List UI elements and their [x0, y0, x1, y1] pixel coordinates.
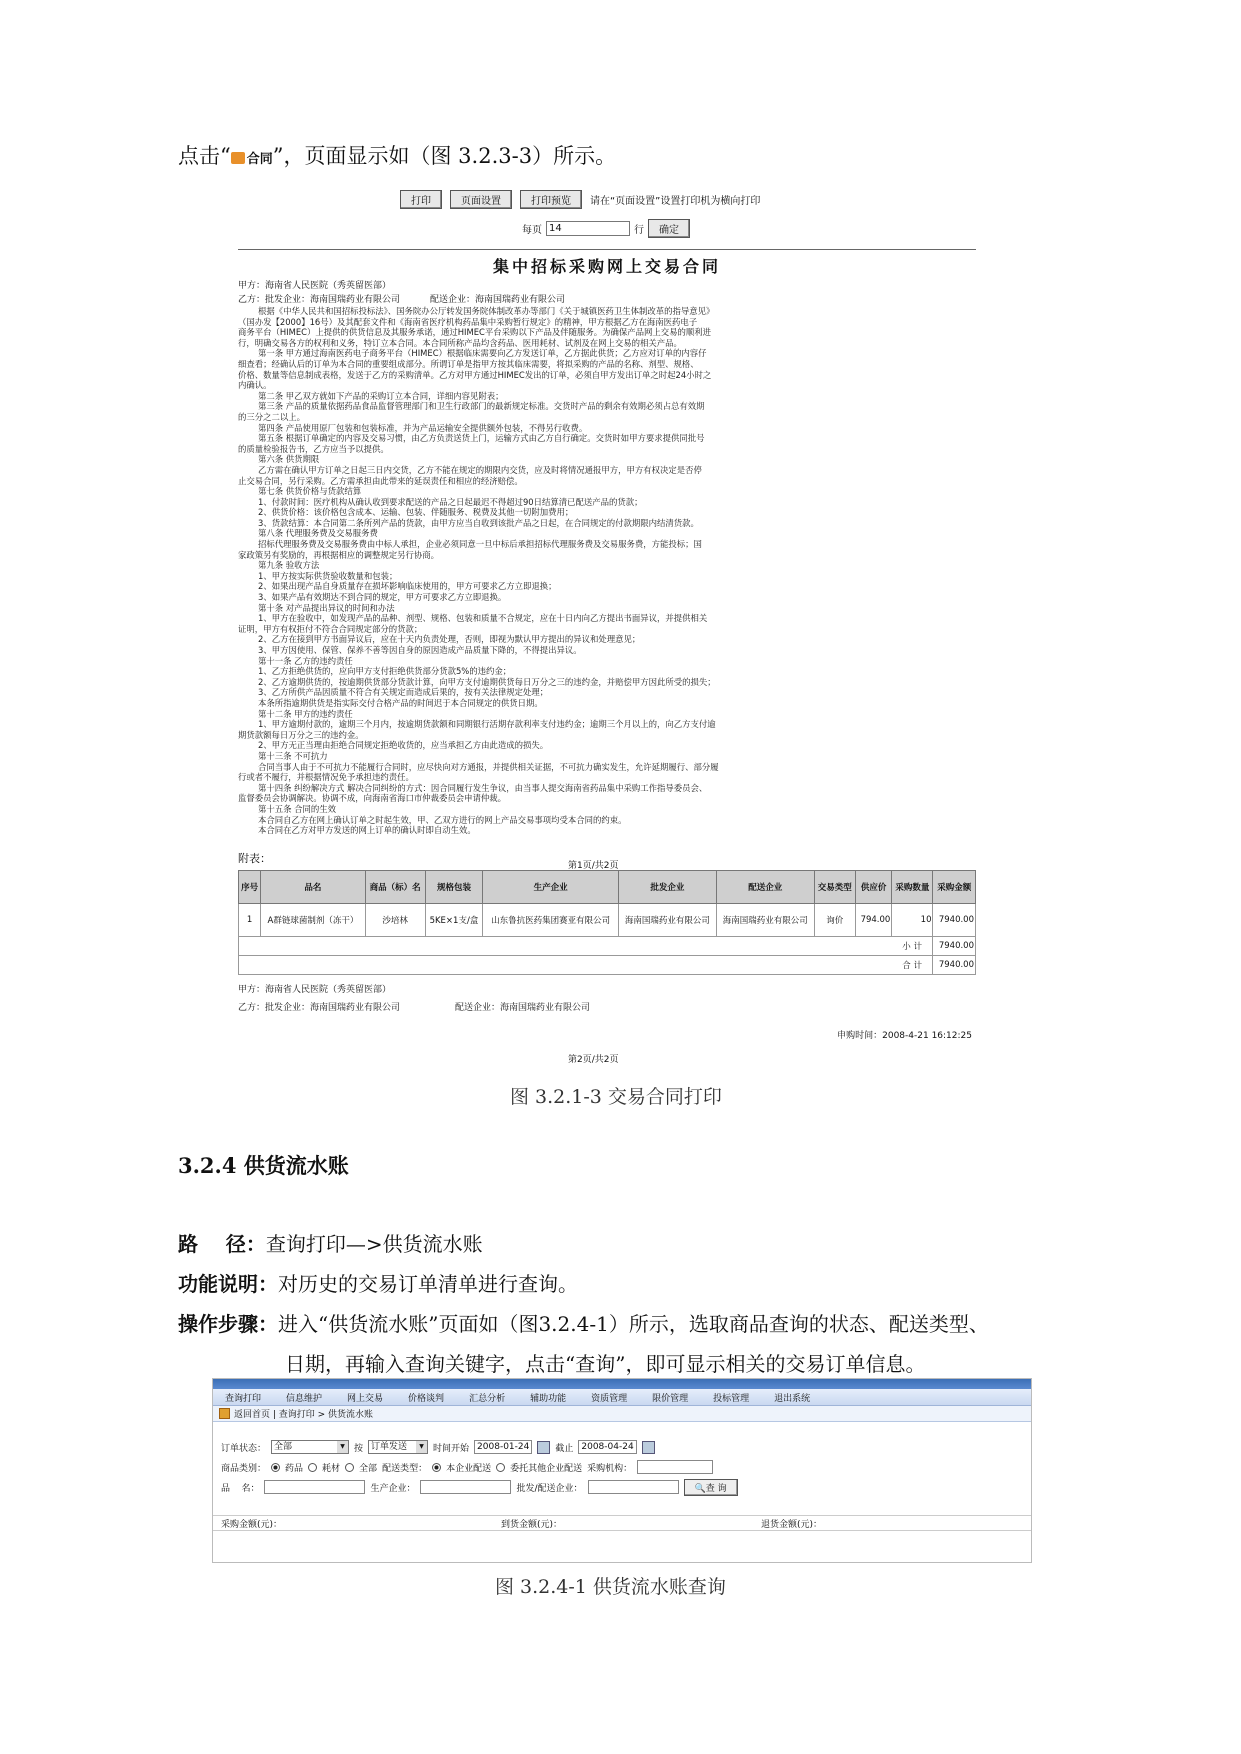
- contract-line: 本合同在乙方对甲方发送的网上订单的确认时即自动生效。: [258, 825, 476, 836]
- order-status-select[interactable]: 全部 ▼: [271, 1440, 349, 1454]
- contract-line: 1、甲方在验收中，如发现产品的品种、剂型、规格、包装和质量不合规定，应在十日内向乙方提出书面异议，并提供相关: [258, 613, 708, 624]
- menu-item[interactable]: 限价管理: [652, 1393, 689, 1404]
- page-number-1: 第1页/共2页: [568, 861, 619, 871]
- contract-line: 行，明确交易各方的权利和义务，特订立本合同。本合同所称产品均含药品、医用耗材、试剂及在网上交易的相关产品。: [238, 337, 682, 348]
- contract-screenshot: [238, 186, 976, 1076]
- contract-line: 3、甲方因使用、保管、保养不善等因自身的原因造成产品质量下降的，不得提出异议。: [258, 645, 582, 655]
- contract-line: 合同当事人由于不可抗力不能履行合同时，应尽快向对方通报，并提供相关证据，不可抗力确实发生，允许延期履行、部分履: [258, 761, 719, 772]
- contract-line: 第十四条 纠纷解决方式 解决合同纠纷的方式：因合同履行发生争议，由当事人提交海南省药品集中采购工作指导委员会、: [258, 782, 708, 793]
- contract-line: 3、乙方所供产品因质量不符合有关规定而造成后果的，按有关法律规定处理；: [258, 687, 549, 698]
- column-header: 序号: [239, 871, 261, 904]
- table-header-row: [239, 871, 976, 904]
- column-header: 配送企业: [716, 871, 814, 904]
- contract-line: 价格、数量等信息制成表格，发送于乙方的采购清单。乙方对甲方通过HIMEC发出的订单，必须自甲方发出订单之时起24小时之: [238, 369, 712, 380]
- contract-line: 2、乙方逾期供货的，按逾期供货部分货款计算，向甲方支付逾期供货每日万分之三的违约金，并赔偿甲方因此所受的损失；: [258, 676, 716, 687]
- column-header: 商品（标）名: [365, 871, 425, 904]
- contract-line: 乙方需在确认甲方订单之日起三日内交货，乙方不能在规定的期限内交货，应及时将情况通报甲方，甲方有权决定是否停: [258, 464, 702, 475]
- table-cell: 7940.00: [933, 904, 976, 937]
- table-cell: 询价: [814, 904, 855, 937]
- contract-line: 2、如果出现产品自身质量存在损坏影响临床使用的，甲方可要求乙方立即退换；: [258, 581, 557, 592]
- contract-line: 2、乙方在接到甲方书面异议后，应在十天内负责处理，否则，即视为默认甲方提出的异议和处理意见；: [258, 634, 641, 645]
- intro-line: 点击“ 合同”，页面显示如（图 3.2.3-3）所示。: [178, 144, 617, 168]
- column-header: 交易类型: [814, 871, 855, 904]
- purchase-amount: 采购金额(元)：: [221, 1519, 283, 1530]
- section-heading: 3.2.4 供货流水账: [178, 1153, 349, 1178]
- calendar-icon[interactable]: [537, 1441, 550, 1454]
- contract-line: 第八条 代理服务费及交易服务费: [258, 528, 378, 539]
- contract-line: 第九条 验收方法: [258, 560, 320, 571]
- table-cell: A群链球菌制剂（冻干）: [261, 904, 365, 937]
- wholesale-input[interactable]: [588, 1480, 679, 1494]
- purchase-time: 申购时间：2008-4-21 16:12:25: [837, 1031, 972, 1041]
- rows-input[interactable]: 14: [546, 221, 630, 236]
- menu-item[interactable]: 价格谈判: [408, 1393, 445, 1404]
- path-line: 路 径：查询打印—>供货流水账: [178, 1232, 483, 1256]
- query-form: 订单状态： 全部 ▼ 按 订单发送 ▼ 时间开始 2008-01-24 截止 2008-04-24 商品类别： 药品 耗材 全部 配送类型： 本企业配送 委托其他企业配送 采购机构： 品 名： 生产企业： 批发/配送企业： 🔍查 询: [221, 1437, 738, 1497]
- print-preview-button[interactable]: 打印预览: [520, 190, 582, 209]
- contract-line: 2、甲方无正当理由拒绝合同规定拒绝收货的，应当承担乙方由此造成的损失。: [258, 740, 549, 751]
- maker-input[interactable]: [420, 1480, 511, 1494]
- contract-line: （国办发【2000】16号）及其配套文件和《海南省医疗机构药品集中采购暂行规定》的精神，甲方根据乙方在海南医药电子: [238, 316, 698, 327]
- menu-item[interactable]: 信息维护: [286, 1393, 323, 1404]
- column-header: 采购金额: [933, 871, 976, 904]
- contract-line: 第一条 甲方通过海南医药电子商务平台（HIMEC）根据临床需要向乙方发送订单，乙方据此供货；乙方应对订单的内容仔: [258, 348, 707, 359]
- column-header: 采购数量: [892, 871, 933, 904]
- main-menu: [213, 1389, 1031, 1406]
- rows-per-page: 每页 14 行 确定: [522, 219, 690, 238]
- contract-line: 内确认。: [238, 380, 272, 391]
- column-header: 供应价: [855, 871, 891, 904]
- contract-line: 第六条 供货期限: [258, 454, 320, 465]
- contract-line: 监督委员会协调解决。协调不成，向海南省海口市仲裁委员会申请仲裁。: [238, 793, 506, 804]
- steps-line: 操作步骤：进入“供货流水账”页面如（图3.2.4-1）所示，选取商品查询的状态、配送类型、: [178, 1312, 989, 1336]
- figure-caption-2: 图 3.2.4-1 供货流水账查询: [495, 1576, 726, 1598]
- start-date-input[interactable]: 2008-01-24: [474, 1440, 532, 1454]
- table-cell: 海南国瑞药业有限公司: [716, 904, 814, 937]
- contract-line: 本条所指逾期供货是指实际交付合格产品的时间迟于本合同规定的供货日期。: [258, 697, 543, 708]
- contract-line: 第十三条 不可抗力: [258, 750, 328, 761]
- product-name-input[interactable]: [264, 1480, 365, 1494]
- contract-line: 第四条 产品使用原厂包装和包装标准，并为产品运输安全提供额外包装，不得另行收费。: [258, 422, 588, 433]
- contract-title: 集中招标采购网上交易合同: [492, 257, 721, 276]
- party-b-footer: 乙方：批发企业：海南国瑞药业有限公司 配送企业：海南国瑞药业有限公司: [238, 1003, 591, 1013]
- contract-line: 第二条 甲乙双方就如下产品的采购订立本合同，详细内容见附表；: [258, 390, 504, 401]
- contract-line: 行或者不履行，并根据情况免予承担违约责任。: [238, 772, 414, 783]
- table-cell: 沙培林: [365, 904, 425, 937]
- table-row: [239, 904, 976, 937]
- menu-item[interactable]: 投标管理: [713, 1393, 750, 1404]
- arrival-amount: 到货金额(元)：: [501, 1519, 563, 1530]
- figure-caption-1: 图 3.2.1-3 交易合同打印: [510, 1086, 722, 1108]
- contract-line: 细查看；经确认后的订单为本合同的重要组成部分。所谓订单是指甲方按其临床需要，将拟采购的产品的名称、剂型、规格、: [238, 358, 699, 369]
- table-cell: 1: [239, 904, 261, 937]
- radio-own-delivery[interactable]: [432, 1463, 441, 1472]
- contract-line: 本合同自乙方在网上确认订单之时起生效，甲、乙双方进行的网上产品交易事项均受本合同的约束。: [258, 814, 627, 825]
- items-table: [238, 870, 976, 975]
- total-row: 合 计 7940.00: [239, 956, 976, 975]
- table-cell: 5KE×1支/盒: [425, 904, 483, 937]
- table-cell: 10: [892, 904, 933, 937]
- contract-line: 2、供货价格：该价格包含成本、运输、包装、伴随服务、税费及其他一切附加费用；: [258, 507, 574, 518]
- party-a-footer: 甲方：海南省人民医院（秀英留医部）: [238, 985, 392, 995]
- contract-line: 第十二条 甲方的违约责任: [258, 708, 353, 719]
- menu-item[interactable]: 辅助功能: [530, 1393, 567, 1404]
- contract-line: 家政策另有奖励的，再根据相应的调整规定另行协商。: [238, 549, 439, 560]
- menu-item[interactable]: 汇总分析: [469, 1393, 506, 1404]
- contract-line: 3、如果产品有效期达不到合同的规定，甲方可要求乙方立即退换。: [258, 592, 507, 603]
- attachment-label: 附表：: [238, 852, 271, 865]
- print-toolbar: [400, 190, 760, 209]
- query-button[interactable]: 🔍查 询: [684, 1479, 738, 1496]
- menu-item[interactable]: 资质管理: [591, 1393, 628, 1404]
- print-button[interactable]: 打印: [400, 190, 442, 209]
- radio-other-delivery[interactable]: [496, 1463, 505, 1472]
- menu-item[interactable]: 查询打印: [225, 1393, 262, 1404]
- table-cell: 794.00: [855, 904, 891, 937]
- confirm-button[interactable]: 确定: [648, 219, 690, 238]
- ledger-query-screenshot: [212, 1378, 1032, 1563]
- contract-line: 的三分之二以上。: [238, 411, 305, 422]
- table-cell: 海南国瑞药业有限公司: [618, 904, 716, 937]
- radio-drug[interactable]: [271, 1463, 280, 1472]
- contract-line: 第五条 根据订单确定的内容及交易习惯，由乙方负责送货上门，运输方式由乙方自行确定。交货时如甲方要求提供同批号: [258, 433, 705, 444]
- divider: [238, 249, 976, 250]
- breadcrumb: 返回首页 | 查询打印 > 供货流水账: [213, 1406, 1031, 1422]
- column-header: 生产企业: [483, 871, 619, 904]
- app-header: [213, 1379, 1031, 1389]
- page-number-2: 第2页/共2页: [568, 1055, 619, 1065]
- contract-line: 根据《中华人民共和国招标投标法》、国务院办公厅转发国务院体制改革办等部门《关于城镇医药卫生体制改革的指导意见》: [258, 306, 715, 316]
- contract-body: [238, 306, 976, 836]
- date-type-select[interactable]: 订单发送 ▼: [368, 1440, 428, 1454]
- contract-line: 的质量检验报告书，乙方应当予以提供。: [238, 443, 389, 454]
- contract-line: 招标代理服务费及交易服务费由中标人承担，企业必须同意一旦中标后承担招标代理服务费及交易服务费，方能投标；国: [258, 539, 702, 550]
- contract-line: 第七条 供货价格与货款结算: [258, 486, 362, 497]
- steps-line-2: 日期，再输入查询关键字，点击“查询”，即可显示相关的交易订单信息。: [285, 1352, 926, 1376]
- column-header: 批发企业: [618, 871, 716, 904]
- contract-link[interactable]: 合同: [246, 152, 273, 167]
- contract-line: 止交易合同，另行采购。乙方需承担由此带来的延误责任和相应的经济赔偿。: [238, 475, 523, 486]
- contract-line: 1、付款时间：医疗机构从确认收到要求配送的产品之日起最迟不得超过90日结算清已配送产品的货款；: [258, 496, 643, 507]
- contract-line: 第三条 产品的质量依据药品食品监督管理部门和卫生行政部门的最新规定标准。交货时产品的剩余有效期必须占总有效期: [258, 401, 705, 412]
- subtotal-row: 小 计 7940.00: [239, 937, 976, 956]
- radio-all[interactable]: [345, 1463, 354, 1472]
- menu-item[interactable]: 网上交易: [347, 1393, 384, 1404]
- contract-line: 商务平台（HIMEC）上提供的供货信息及其服务承诺，通过HIMEC平台采购以下产品及伴随服务。为确保产品网上交易的顺利进: [238, 327, 712, 338]
- contract-line: 证明，甲方有权拒付不符合合同规定部分的货款；: [238, 623, 423, 634]
- table-cell: 山东鲁抗医药集团赛亚有限公司: [483, 904, 619, 937]
- contract-line: 1、甲方按实际供货验收数量和包装；: [258, 570, 398, 581]
- menu-item[interactable]: 退出系统: [774, 1393, 811, 1404]
- party-a: 甲方：海南省人民医院（秀英留医部）: [238, 281, 392, 291]
- calendar-icon[interactable]: [642, 1441, 655, 1454]
- totals-bar: [213, 1515, 1031, 1531]
- purchaser-input[interactable]: [637, 1460, 713, 1474]
- contract-line: 期货款额每日万分之三的违约金。: [238, 729, 364, 740]
- column-header: 规格包装: [425, 871, 483, 904]
- contract-line: 3、货款结算：本合同第二条所列产品的货款，由甲方应当自收到该批产品之日起，在合同规定的付款期限内结清货款。: [258, 517, 699, 528]
- party-b: 乙方：批发企业：海南国瑞药业有限公司 配送企业：海南国瑞药业有限公司: [238, 295, 566, 305]
- print-hint: 请在“页面设置”设置打印机为横向打印: [590, 196, 761, 207]
- contract-line: 第十一条 乙方的违约责任: [258, 655, 353, 666]
- home-icon: [219, 1408, 230, 1419]
- column-header: 品名: [261, 871, 365, 904]
- contract-line: 1、甲方逾期付款的，逾期三个月内，按逾期货款额和同期银行活期存款利率支付违约金；逾期三个月以上的，向乙方支付逾: [258, 719, 716, 730]
- radio-consumable[interactable]: [308, 1463, 317, 1472]
- end-date-input[interactable]: 2008-04-24: [578, 1440, 636, 1454]
- page-setup-button[interactable]: 页面设置: [450, 190, 512, 209]
- printer-icon: [231, 152, 245, 164]
- contract-line: 第十五条 合同的生效: [258, 803, 337, 814]
- contract-line: 1、乙方拒绝供货的，应向甲方支付拒绝供货部分货款5%的违约金；: [258, 666, 512, 677]
- return-amount: 退货金额(元)：: [761, 1519, 823, 1530]
- function-line: 功能说明：对历史的交易订单清单进行查询。: [178, 1272, 578, 1296]
- contract-line: 第十条 对产品提出异议的时间和办法: [258, 602, 395, 613]
